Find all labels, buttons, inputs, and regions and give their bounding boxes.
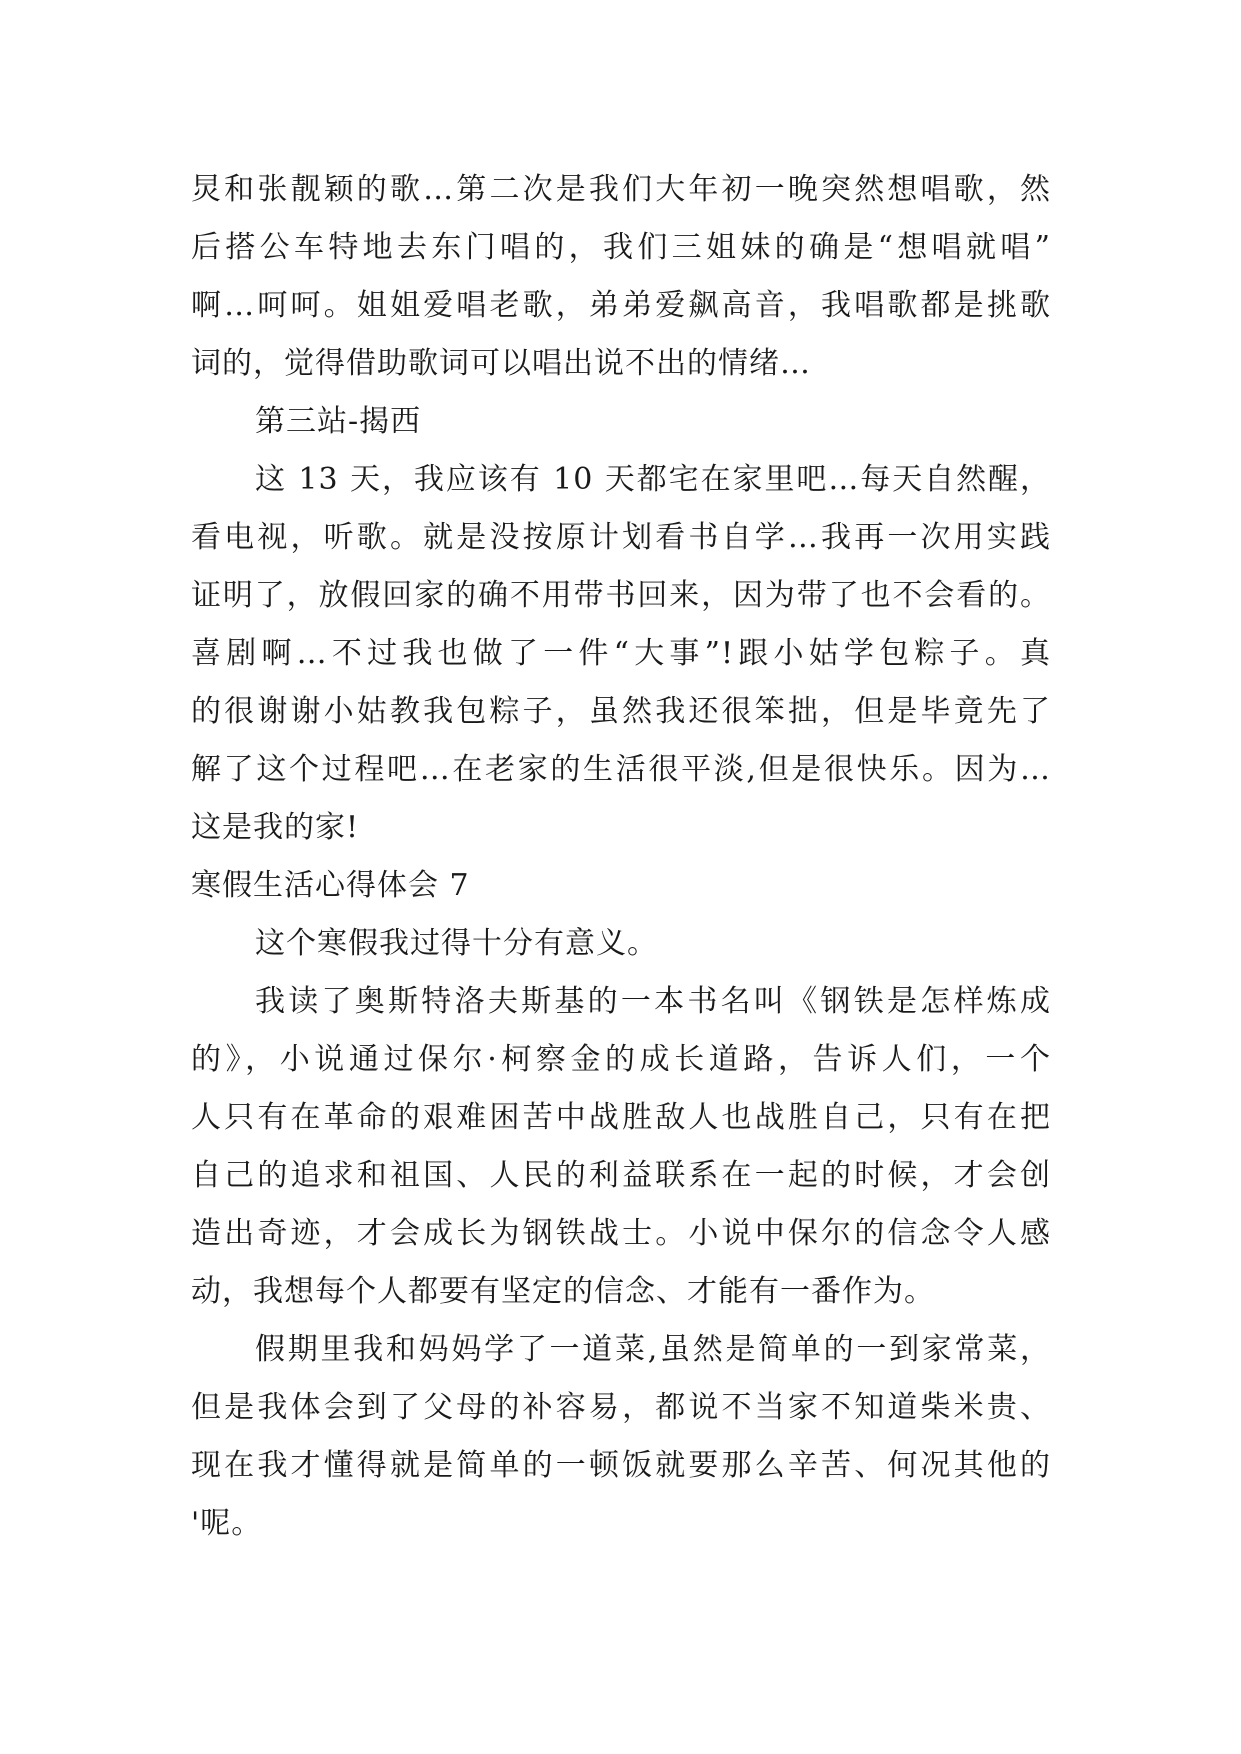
text-line: 这个寒假我过得十分有意义。 bbox=[255, 926, 658, 961]
text-line: 的很谢谢小姑教我包粽子，虽然我还很笨拙，但是毕竟先了 bbox=[191, 694, 1051, 729]
text-line: 自己的追求和祖国、人民的利益联系在一起的时候，才会创 bbox=[191, 1158, 1051, 1193]
text-line: 的》，小说通过保尔·柯察金的成长道路，告诉人们，一个 bbox=[191, 1042, 1051, 1077]
text-line: 造出奇迹，才会成长为钢铁战士。小说中保尔的信念令人感 bbox=[191, 1216, 1051, 1251]
text-line: 人只有在革命的艰难困苦中战胜敌人也战胜自己，只有在把 bbox=[191, 1100, 1051, 1135]
subsection-heading: 第三站-揭西 bbox=[255, 404, 422, 439]
text-line: 解了这个过程吧…在老家的生活很平淡,但是很快乐。因为… bbox=[191, 752, 1051, 787]
text-line: 动，我想每个人都要有坚定的信念、才能有一番作为。 bbox=[191, 1274, 935, 1309]
section-heading: 寒假生活心得体会 7 bbox=[191, 868, 470, 903]
text-line: '呢。 bbox=[191, 1506, 263, 1541]
text-line: 喜剧啊…不过我也做了一件“大事”!跟小姑学包粽子。真 bbox=[191, 636, 1051, 671]
text-line: 词的，觉得借助歌词可以唱出说不出的情绪… bbox=[191, 346, 811, 381]
document-body bbox=[191, 161, 1051, 1553]
text-line: 假期里我和妈妈学了一道菜,虽然是简单的一到家常菜， bbox=[255, 1332, 1051, 1367]
text-line: 后搭公车特地去东门唱的，我们三姐妹的确是“想唱就唱” bbox=[191, 230, 1051, 265]
text-line: 我读了奥斯特洛夫斯基的一本书名叫《钢铁是怎样炼成 bbox=[255, 984, 1051, 1019]
text-line: 现在我才懂得就是简单的一顿饭就要那么辛苦、何况其他的 bbox=[191, 1448, 1051, 1483]
text-line: 证明了，放假回家的确不用带书回来，因为带了也不会看的。 bbox=[191, 578, 1051, 613]
text-line: 看电视，听歌。就是没按原计划看书自学…我再一次用实践 bbox=[191, 520, 1051, 555]
text-line: 这是我的家! bbox=[191, 810, 360, 845]
text-line: 啊…呵呵。姐姐爱唱老歌，弟弟爱飙高音，我唱歌都是挑歌 bbox=[191, 288, 1051, 323]
text-line: 但是我体会到了父母的补容易，都说不当家不知道柴米贵、 bbox=[191, 1390, 1051, 1425]
text-line: 炅和张靓颖的歌…第二次是我们大年初一晚突然想唱歌，然 bbox=[191, 172, 1051, 207]
text-line: 这 13 天，我应该有 10 天都宅在家里吧…每天自然醒， bbox=[255, 462, 1051, 497]
